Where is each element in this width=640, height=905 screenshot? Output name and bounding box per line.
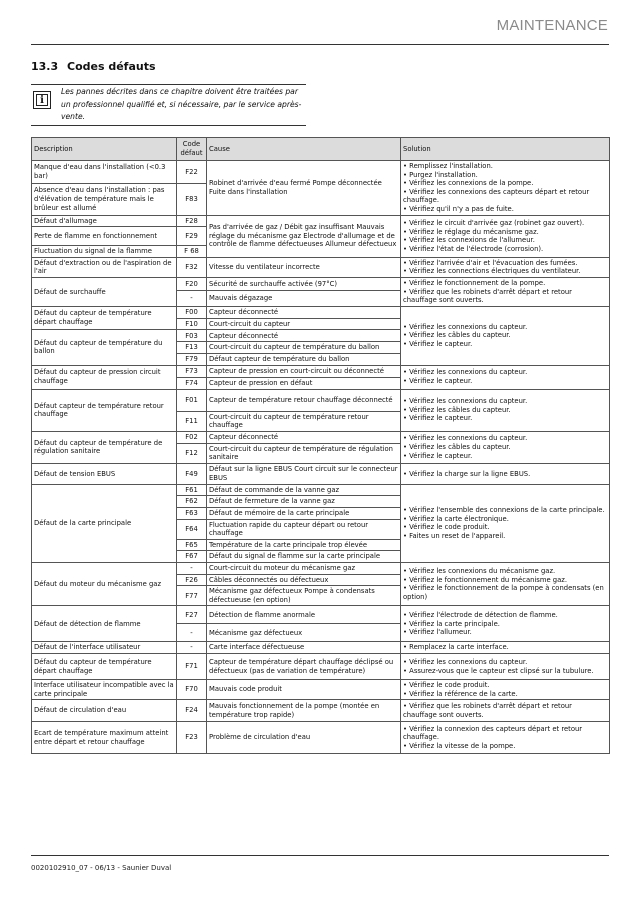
footer-text: 0020102910_07 - 06/13 - Saunier Duval — [31, 864, 172, 872]
solution-cell — [401, 563, 610, 606]
solution-cell — [401, 277, 610, 306]
code-cell: F11 — [177, 411, 207, 431]
description-cell: Ecart de température maximum atteint entre départ et retour chauffage — [32, 722, 177, 754]
solution-item: • Faites un reset de l'appareil. — [403, 532, 506, 541]
table-header-row — [32, 138, 610, 161]
solution-item: • Vérifiez l'allumeur. — [403, 628, 472, 637]
description-cell: Défaut d'extraction ou de l'aspiration de l'air — [32, 257, 177, 277]
solution-item: • Vérifiez les connexions du capteur. — [403, 397, 528, 406]
solution-item: • Vérifiez le réglage du mécanisme gaz. — [403, 227, 539, 236]
table-row — [32, 215, 610, 227]
cause-cell: Court-circuit du moteur du mécanisme gaz — [207, 563, 401, 575]
notice-rule-top — [31, 84, 306, 85]
solution-item: • Vérifiez l'ensemble des connexions de la carte principale. — [403, 506, 605, 515]
solution-item: • Remplacez la carte interface. — [403, 643, 509, 652]
solution-item: • Vérifiez l'état de l'électrode (corrosion). — [403, 244, 544, 253]
table-row — [32, 389, 610, 411]
code-cell: - — [177, 563, 207, 575]
code-cell: F71 — [177, 654, 207, 680]
code-cell: F64 — [177, 519, 207, 539]
table-row — [32, 365, 610, 377]
solution-item: • Remplissez l'installation. — [403, 162, 493, 170]
cause-cell: Capteur de pression en défaut — [207, 377, 401, 389]
table-row — [32, 463, 610, 484]
cause-cell: Fluctuation rapide du capteur départ ou retour chauffage — [207, 519, 401, 539]
solution-item: • Vérifiez la vitesse de la pompe. — [403, 741, 516, 750]
description-cell: Défaut du moteur du mécanisme gaz — [32, 563, 177, 606]
cause-cell: Défaut de mémoire de la carte principale — [207, 508, 401, 520]
cause-cell: Sécurité de surchauffe activée (97°C) — [207, 277, 401, 290]
code-cell: F61 — [177, 484, 207, 496]
table-row — [32, 606, 610, 624]
description-cell: Défaut de tension EBUS — [32, 463, 177, 484]
notice-text: Les pannes décrites dans ce chapitre doivent être traitées par un professionnel qualifié et, si nécessaire, par le service après-vente. — [61, 87, 302, 121]
cause-cell: Capteur de température retour chauffage déconnecté — [207, 389, 401, 411]
table-row — [32, 700, 610, 722]
cause-cell: Court-circuit du capteur de température retour chauffage — [207, 411, 401, 431]
table-row — [32, 654, 610, 680]
solution-cell — [401, 389, 610, 431]
solution-item: • Vérifiez la connexion des capteurs départ et retour chauffage. — [403, 724, 583, 742]
description-cell: Défaut du capteur de température de régulation sanitaire — [32, 431, 177, 463]
code-cell: F77 — [177, 586, 207, 606]
code-cell: - — [177, 642, 207, 654]
cause-cell: Défaut de commande de la vanne gaz — [207, 484, 401, 496]
solution-cell — [401, 463, 610, 484]
cause-cell: Défaut de fermeture de la vanne gaz — [207, 496, 401, 508]
cause-cell: Carte interface défectueuse — [207, 642, 401, 654]
footer-rule — [31, 855, 609, 856]
description-cell: Perte de flamme en fonctionnement — [32, 227, 177, 246]
cause-cell: Mécanisme gaz défectueux Pompe à condensats défectueuse (en option) — [207, 586, 401, 606]
solution-item: • Assurez-vous que le capteur est clipsé sur la tubulure. — [403, 666, 594, 675]
cause-cell: Défaut du signal de flamme sur la carte principale — [207, 551, 401, 563]
code-cell: F79 — [177, 353, 207, 365]
solution-item: • Vérifiez les câbles du capteur. — [403, 331, 511, 340]
cause-cell: Court-circuit du capteur de température du ballon — [207, 342, 401, 354]
header-code: Code défaut — [177, 138, 207, 161]
code-cell: F01 — [177, 389, 207, 411]
cause-cell: Défaut sur la ligne EBUS Court circuit sur le connecteur EBUS — [207, 463, 401, 484]
code-cell: F02 — [177, 431, 207, 443]
code-cell: F67 — [177, 551, 207, 563]
code-cell: - — [177, 291, 207, 307]
info-icon: i — [33, 91, 51, 109]
cause-cell: Capteur déconnecté — [207, 431, 401, 443]
table-row — [32, 431, 610, 443]
description-cell: Défaut d'allumage — [32, 215, 177, 227]
cause-cell: Mauvais dégazage — [207, 291, 401, 307]
solution-item: • Vérifiez qu'il n'y a pas de fuite. — [403, 204, 514, 213]
section-title — [31, 60, 156, 73]
table-row — [32, 277, 610, 290]
cause-cell: Vitesse du ventilateur incorrecte — [207, 257, 401, 277]
description-cell: Fluctuation du signal de la flamme — [32, 246, 177, 258]
table-row — [32, 680, 610, 700]
table-body — [32, 161, 610, 754]
code-cell: F73 — [177, 365, 207, 377]
solution-item: • Vérifiez le capteur. — [403, 414, 473, 423]
solution-item: • Vérifiez le fonctionnement de la pompe. — [403, 278, 546, 287]
table-row — [32, 257, 610, 277]
code-cell: F74 — [177, 377, 207, 389]
solution-item: • Vérifiez le fonctionnement de la pompe à condensats (en option) — [403, 584, 604, 601]
cause-cell: Robinet d'arrivée d'eau fermé Pompe déconnectée Fuite dans l'installation — [207, 161, 401, 216]
description-cell: Défaut de circulation d'eau — [32, 700, 177, 722]
cause-cell: Capteur de pression en court-circuit ou déconnecté — [207, 365, 401, 377]
solution-item: • Vérifiez les connexions de l'allumeur. — [403, 236, 535, 245]
table-row — [32, 642, 610, 654]
code-cell: F83 — [177, 184, 207, 216]
code-cell: F28 — [177, 215, 207, 227]
cause-cell: Câbles déconnectés ou défectueux — [207, 574, 401, 586]
solution-item: • Vérifiez les câbles du capteur. — [403, 442, 511, 451]
solution-item: • Vérifiez le code produit. — [403, 681, 490, 689]
cause-cell: Capteur de température départ chauffage déclipsé ou défectueux (pas de variation de température) — [207, 654, 401, 680]
solution-item: • Vérifiez le capteur. — [403, 451, 473, 460]
description-cell: Défaut du capteur de température départ chauffage — [32, 306, 177, 330]
solution-item: • Vérifiez les connexions du mécanisme gaz. — [403, 567, 556, 576]
code-cell: F22 — [177, 161, 207, 184]
solution-item: • Vérifiez le capteur. — [403, 339, 473, 348]
code-cell: F 68 — [177, 246, 207, 258]
notice-box — [31, 84, 306, 126]
solution-cell — [401, 680, 610, 700]
solution-cell — [401, 642, 610, 654]
solution-item: • Vérifiez la référence de la carte. — [403, 689, 518, 698]
description-cell: Défaut du capteur de température départ chauffage — [32, 654, 177, 680]
solution-item: • Vérifiez l'électrode de détection de flamme. — [403, 611, 558, 620]
solution-cell — [401, 606, 610, 642]
solution-item: • Vérifiez les connections électriques du ventilateur. — [403, 267, 581, 276]
table-row — [32, 484, 610, 496]
description-cell: Interface utilisateur incompatible avec la carte principale — [32, 680, 177, 700]
solution-cell — [401, 654, 610, 680]
table-row — [32, 722, 610, 754]
header-rule — [31, 44, 609, 45]
code-cell: F63 — [177, 508, 207, 520]
code-cell: F20 — [177, 277, 207, 290]
cause-cell: Mauvais code produit — [207, 680, 401, 700]
code-cell: F12 — [177, 443, 207, 463]
solution-item: • Vérifiez les connexions du capteur. — [403, 368, 528, 377]
solution-cell — [401, 215, 610, 257]
code-cell: F00 — [177, 306, 207, 318]
solution-item: • Vérifiez que les robinets d'arrêt départ et retour chauffage sont ouverts. — [403, 702, 572, 719]
solution-item: • Vérifiez les connexions du capteur. — [403, 657, 528, 666]
code-cell: F70 — [177, 680, 207, 700]
code-cell: F03 — [177, 330, 207, 342]
code-cell: F32 — [177, 257, 207, 277]
description-cell: Absence d'eau dans l'installation : pas d'élévation de température mais le brûleur est allumé — [32, 184, 177, 216]
cause-cell: Température de la carte principale trop élevée — [207, 539, 401, 551]
code-cell: F23 — [177, 722, 207, 754]
solution-cell — [401, 700, 610, 722]
code-cell: F29 — [177, 227, 207, 246]
cause-cell: Mécanisme gaz défectueux — [207, 624, 401, 642]
code-cell: F65 — [177, 539, 207, 551]
solution-item: • Vérifiez les connexions de la pompe. — [403, 179, 534, 188]
description-cell: Défaut du capteur de pression circuit chauffage — [32, 365, 177, 389]
solution-item: • Vérifiez les câbles du capteur. — [403, 405, 511, 414]
solution-item: • Vérifiez les connexions du capteur. — [403, 322, 528, 331]
cause-cell: Court-circuit du capteur — [207, 318, 401, 330]
code-cell: F10 — [177, 318, 207, 330]
solution-item: • Vérifiez que les robinets d'arrêt départ et retour chauffage sont ouverts. — [403, 287, 572, 305]
solution-cell — [401, 306, 610, 365]
section-number: 13.3 — [31, 60, 59, 73]
header-solution: Solution — [401, 138, 610, 161]
header-description: Description — [32, 138, 177, 161]
solution-cell — [401, 161, 610, 216]
header-title: MAINTENANCE — [496, 17, 608, 34]
solution-item: • Vérifiez le circuit d'arrivée gaz (robinet gaz ouvert). — [403, 218, 585, 227]
solution-cell — [401, 722, 610, 754]
section-heading: Codes défauts — [67, 60, 156, 73]
cause-cell: Mauvais fonctionnement de la pompe (montée en température trop rapide) — [207, 700, 401, 722]
solution-item: • Vérifiez la charge sur la ligne EBUS. — [403, 469, 531, 478]
code-cell: F62 — [177, 496, 207, 508]
solution-item: • Vérifiez la carte principale. — [403, 619, 500, 628]
solution-item: • Purgez l'installation. — [403, 170, 478, 179]
solution-item: • Vérifiez les connexions du capteur. — [403, 434, 528, 443]
table-row — [32, 161, 610, 184]
solution-item: • Vérifiez les connexions des capteurs départ et retour chauffage. — [403, 187, 590, 205]
cause-cell: Problème de circulation d'eau — [207, 722, 401, 754]
code-cell: F26 — [177, 574, 207, 586]
solution-cell — [401, 257, 610, 277]
table-row — [32, 563, 610, 575]
description-cell: Défaut de la carte principale — [32, 484, 177, 562]
description-cell: Défaut de surchauffe — [32, 277, 177, 306]
description-cell: Défaut de détection de flamme — [32, 606, 177, 642]
solution-item: • Vérifiez l'arrivée d'air et l'évacuation des fumées. — [403, 258, 578, 267]
solution-item: • Vérifiez la carte électronique. — [403, 514, 509, 523]
cause-cell: Capteur déconnecté — [207, 306, 401, 318]
cause-cell: Défaut capteur de température du ballon — [207, 353, 401, 365]
code-cell: F27 — [177, 606, 207, 624]
solution-cell — [401, 365, 610, 389]
cause-cell: Détection de flamme anormale — [207, 606, 401, 624]
solution-cell — [401, 431, 610, 463]
cause-cell: Pas d'arrivée de gaz / Débit gaz insuffisant Mauvais réglage du mécanisme gaz Electrode d'allumage et de contrôle de flamme défectueuses Allumeur défectueux — [207, 215, 401, 257]
solution-item: • Vérifiez le fonctionnement du mécanisme gaz. — [403, 575, 568, 584]
notice-rule-bottom — [31, 125, 306, 126]
cause-cell: Capteur déconnecté — [207, 330, 401, 342]
code-cell: - — [177, 624, 207, 642]
fault-codes-table — [31, 137, 610, 754]
description-cell: Manque d'eau dans l'installation (<0.3 bar) — [32, 161, 177, 184]
header-cause: Cause — [207, 138, 401, 161]
description-cell: Défaut de l'interface utilisateur — [32, 642, 177, 654]
solution-item: • Vérifiez le code produit. — [403, 523, 490, 532]
description-cell: Défaut capteur de température retour chauffage — [32, 389, 177, 431]
solution-cell — [401, 484, 610, 562]
description-cell: Défaut du capteur de température du ballon — [32, 330, 177, 365]
table-row — [32, 306, 610, 318]
code-cell: F13 — [177, 342, 207, 354]
code-cell: F49 — [177, 463, 207, 484]
solution-item: • Vérifiez le capteur. — [403, 377, 473, 385]
cause-cell: Court-circuit du capteur de température de régulation sanitaire — [207, 443, 401, 463]
code-cell: F24 — [177, 700, 207, 722]
